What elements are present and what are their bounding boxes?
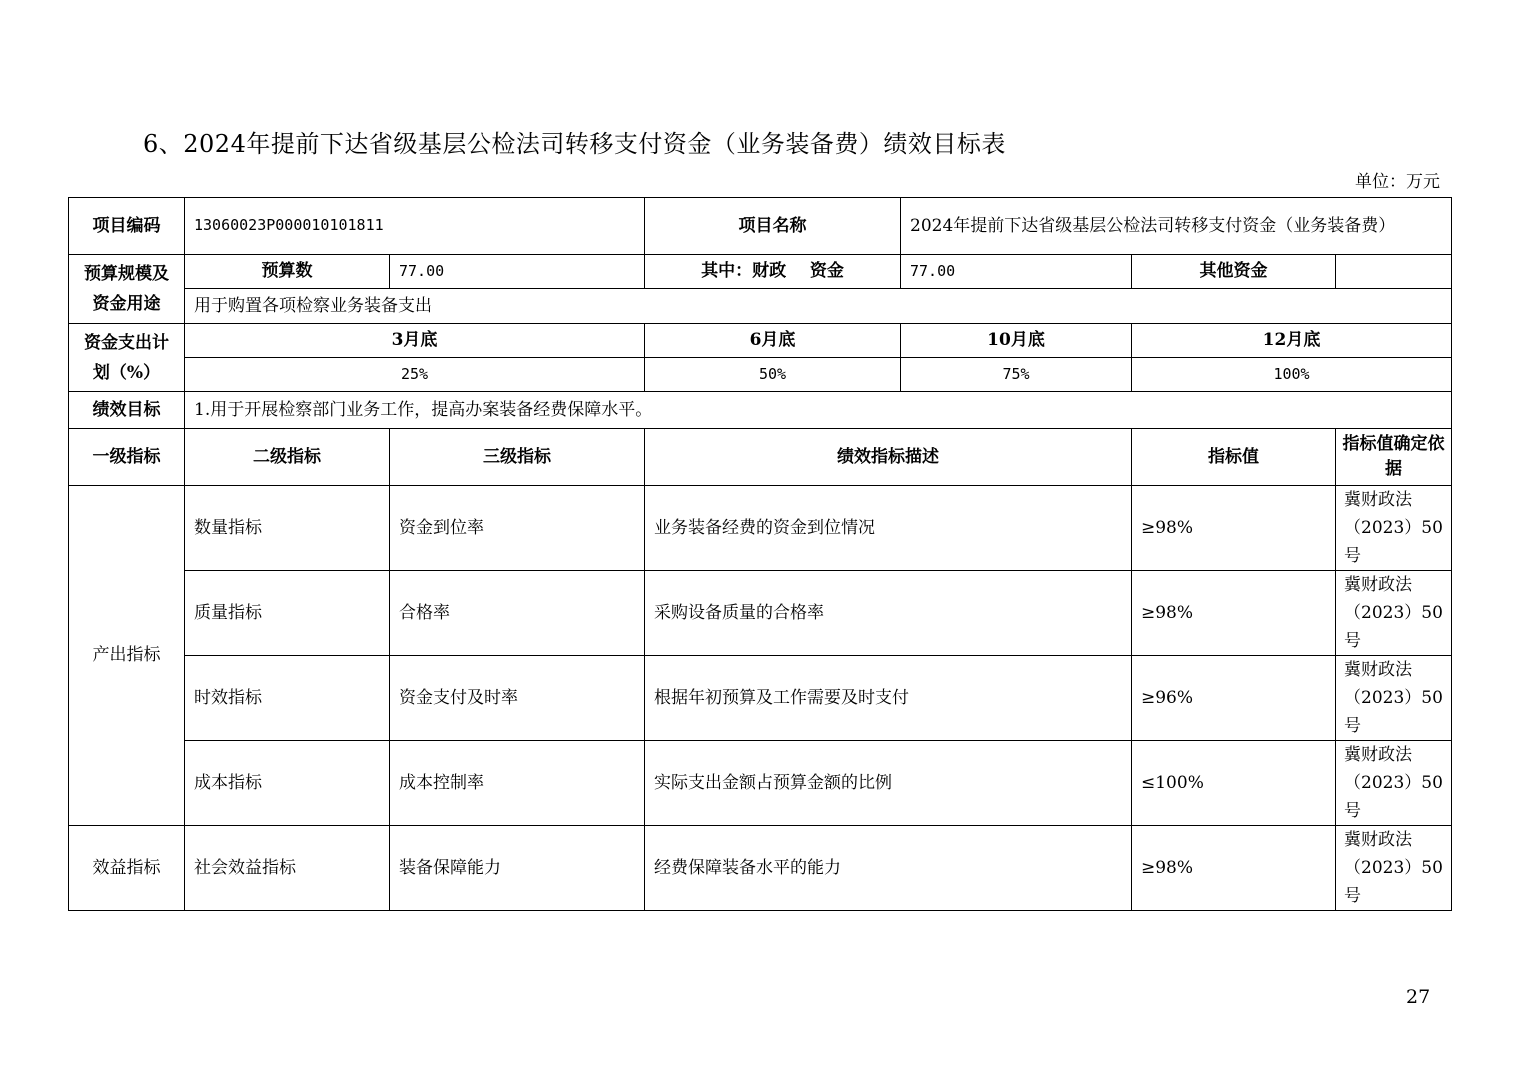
value-cell: ≥98% bbox=[1132, 571, 1336, 656]
description-cell: 根据年初预算及工作需要及时支付 bbox=[645, 656, 1132, 741]
plan-value-1: 25% bbox=[185, 358, 645, 392]
budget-scale-label-line2: 资金用途 bbox=[92, 294, 161, 314]
fund-purpose: 用于购置各项检察业务装备支出 bbox=[185, 289, 1452, 324]
budget-amount-value: 77.00 bbox=[390, 255, 645, 289]
plan-period-2: 6月底 bbox=[645, 324, 901, 358]
performance-goal-text: 1.用于开展检察部门业务工作，提高办案装备经费保障水平。 bbox=[185, 392, 1452, 429]
basis-cell: 冀财政法（2023）50号 bbox=[1336, 486, 1452, 571]
table-row bbox=[69, 486, 1452, 571]
budget-scale-label-line1: 预算规模及 bbox=[84, 264, 169, 284]
project-code-label: 项目编码 bbox=[69, 198, 185, 255]
level2-cell: 社会效益指标 bbox=[185, 826, 390, 911]
level3-cell: 成本控制率 bbox=[390, 741, 645, 826]
project-code-value: 13060023P000010101811 bbox=[185, 198, 645, 255]
level1-benefit: 效益指标 bbox=[69, 826, 185, 911]
value-cell: ≤100% bbox=[1132, 741, 1336, 826]
plan-value-3: 75% bbox=[901, 358, 1132, 392]
basis-cell: 冀财政法（2023）50号 bbox=[1336, 656, 1452, 741]
level3-cell: 装备保障能力 bbox=[390, 826, 645, 911]
level3-cell: 资金到位率 bbox=[390, 486, 645, 571]
header-level2: 二级指标 bbox=[185, 429, 390, 486]
other-fund-label: 其他资金 bbox=[1132, 255, 1336, 289]
description-cell: 经费保障装备水平的能力 bbox=[645, 826, 1132, 911]
basis-cell: 冀财政法（2023）50号 bbox=[1336, 571, 1452, 656]
budget-scale-label bbox=[69, 255, 185, 324]
table-row bbox=[69, 571, 1452, 656]
plan-value-4: 100% bbox=[1132, 358, 1452, 392]
level3-cell: 合格率 bbox=[390, 571, 645, 656]
project-name-label: 项目名称 bbox=[645, 198, 901, 255]
level2-cell: 时效指标 bbox=[185, 656, 390, 741]
plan-period-3: 10月底 bbox=[901, 324, 1132, 358]
level3-cell: 资金支付及时率 bbox=[390, 656, 645, 741]
basis-cell: 冀财政法（2023）50号 bbox=[1336, 741, 1452, 826]
level2-cell: 成本指标 bbox=[185, 741, 390, 826]
budget-amount-label: 预算数 bbox=[185, 255, 390, 289]
page-number: 27 bbox=[1406, 986, 1431, 1008]
value-cell: ≥98% bbox=[1132, 486, 1336, 571]
fiscal-fund-value: 77.00 bbox=[901, 255, 1132, 289]
fiscal-fund-label: 其中：财政 资金 bbox=[645, 255, 901, 289]
header-value: 指标值 bbox=[1132, 429, 1336, 486]
value-cell: ≥96% bbox=[1132, 656, 1336, 741]
header-level1: 一级指标 bbox=[69, 429, 185, 486]
level2-cell: 数量指标 bbox=[185, 486, 390, 571]
project-name-value: 2024年提前下达省级基层公检法司转移支付资金（业务装备费） bbox=[901, 198, 1452, 255]
level2-cell: 质量指标 bbox=[185, 571, 390, 656]
table-row bbox=[69, 826, 1452, 911]
plan-value-2: 50% bbox=[645, 358, 901, 392]
basis-cell: 冀财政法（2023）50号 bbox=[1336, 826, 1452, 911]
description-cell: 采购设备质量的合格率 bbox=[645, 571, 1132, 656]
header-basis: 指标值确定依据 bbox=[1336, 429, 1452, 486]
level1-output: 产出指标 bbox=[69, 486, 185, 826]
value-cell: ≥98% bbox=[1132, 826, 1336, 911]
performance-goal-label: 绩效目标 bbox=[69, 392, 185, 429]
plan-period-1: 3月底 bbox=[185, 324, 645, 358]
spending-plan-label-line1: 资金支出计 bbox=[84, 332, 169, 353]
description-cell: 实际支出金额占预算金额的比例 bbox=[645, 741, 1132, 826]
table-row bbox=[69, 741, 1452, 826]
other-fund-value bbox=[1336, 255, 1452, 289]
header-level3: 三级指标 bbox=[390, 429, 645, 486]
page-title: 6、2024年提前下达省级基层公检法司转移支付资金（业务装备费）绩效目标表 bbox=[143, 130, 1006, 158]
plan-period-4: 12月底 bbox=[1132, 324, 1452, 358]
unit-label: 单位：万元 bbox=[1355, 172, 1440, 192]
description-cell: 业务装备经费的资金到位情况 bbox=[645, 486, 1132, 571]
table-row bbox=[69, 656, 1452, 741]
spending-plan-label-line2: 划（%） bbox=[92, 362, 161, 383]
performance-target-table bbox=[68, 197, 1452, 911]
spending-plan-label bbox=[69, 324, 185, 392]
header-description: 绩效指标描述 bbox=[645, 429, 1132, 486]
